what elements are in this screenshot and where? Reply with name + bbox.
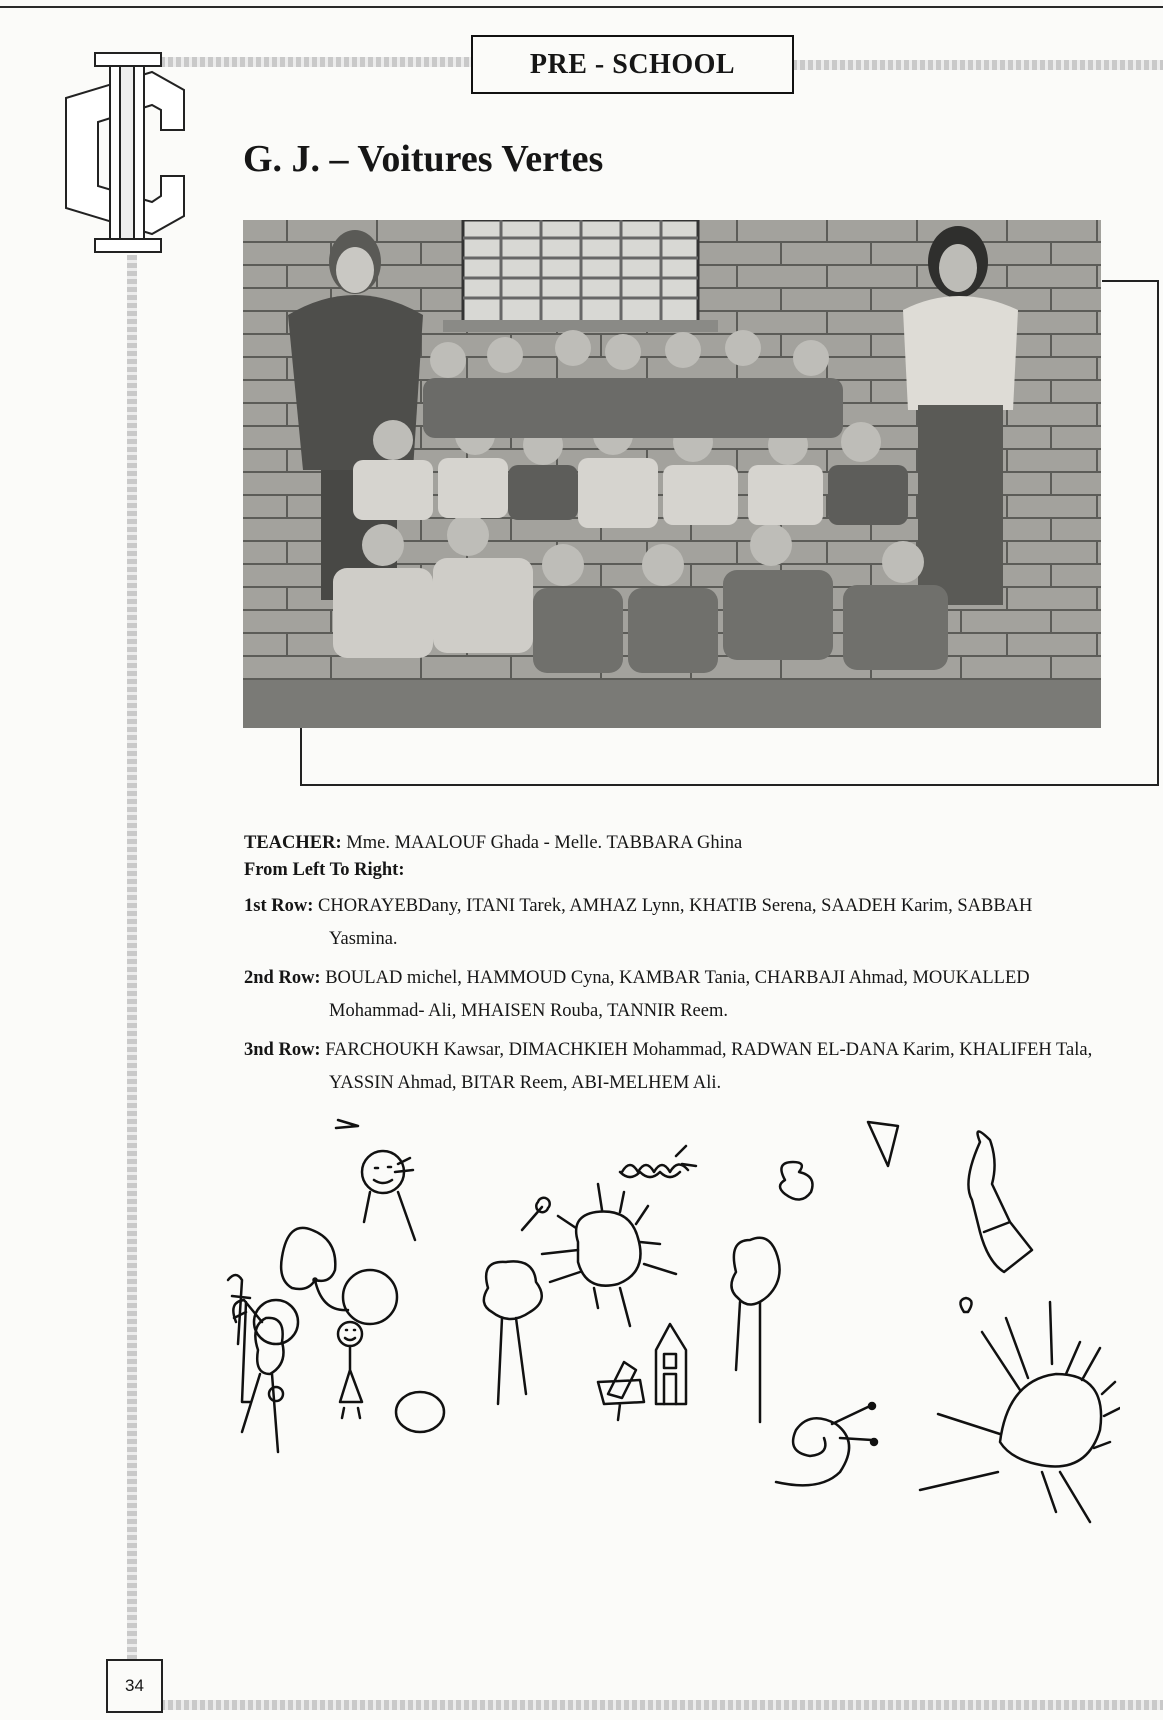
- page-number: 34: [106, 1659, 163, 1713]
- cloud-drawing: [254, 1228, 397, 1344]
- class-photo: [243, 220, 1101, 728]
- loops-drawing: [620, 1146, 696, 1177]
- side-band: [127, 255, 137, 1660]
- row-names: CHORAYEBDany, ITANI Tarek, AMHAZ Lynn, KHATIB Serena, SAADEH Karim, SABBAH Yasmina.: [318, 896, 1033, 949]
- tree-drawing-middle: [484, 1261, 542, 1404]
- girl-drawing: [338, 1322, 362, 1418]
- house-drawing: [656, 1324, 686, 1404]
- row-2: [244, 962, 1094, 1028]
- header-band-right: [792, 60, 1163, 70]
- sun-drawing-middle: [542, 1184, 676, 1326]
- top-rule: [0, 6, 1163, 8]
- stick-figure-drawing: [336, 1120, 415, 1240]
- row-1: [244, 890, 1094, 956]
- section-label: PRE - SCHOOL: [471, 35, 794, 94]
- school-logo-icon: [60, 50, 190, 255]
- snail-drawing: [776, 1403, 877, 1485]
- teacher-line: [244, 830, 1094, 857]
- tree-drawing-right: [731, 1238, 779, 1422]
- windmill-drawing: [598, 1362, 644, 1420]
- teacher-names: Mme. MAALOUF Ghada - Melle. TABBARA Ghina: [346, 833, 743, 853]
- caption: [244, 830, 1094, 1100]
- footer-band: [160, 1700, 1163, 1710]
- photo-frame-left: [300, 728, 302, 784]
- row-label: 2nd Row:: [244, 968, 321, 988]
- tree-drawing-left: [233, 1300, 283, 1452]
- class-title: G. J. – Voitures Vertes: [243, 138, 604, 180]
- boot-drawing: [968, 1131, 1032, 1272]
- children-drawings: [220, 1112, 1120, 1542]
- row-names: BOULAD michel, HAMMOUD Cyna, KAMBAR Tania, CHARBAJI Ahmad, MOUKALLED Mohammad- Ali, MHAISEN Rouba, TANNIR Reem.: [325, 968, 1030, 1021]
- row-label: 3nd Row:: [244, 1040, 321, 1060]
- sun-drawing-right: [920, 1302, 1120, 1522]
- triangle-drawing: [868, 1122, 898, 1166]
- flower-drawing: [522, 1198, 550, 1230]
- header-band-left: [160, 57, 471, 67]
- order-label: From Left To Right:: [244, 860, 405, 880]
- egg-drawing: [960, 1298, 971, 1312]
- teacher-label: TEACHER:: [244, 833, 342, 853]
- photo-frame-top: [1102, 280, 1158, 282]
- row-3: [244, 1034, 1094, 1100]
- row-names: FARCHOUKH Kawsar, DIMACHKIEH Mohammad, RADWAN EL-DANA Karim, KHALIFEH Tala, YASSIN Ahmad, BITAR Reem, ABI-MELHEM Ali.: [325, 1040, 1093, 1093]
- row-label: 1st Row:: [244, 896, 314, 916]
- oval-drawing: [396, 1392, 444, 1432]
- blob-drawing: [780, 1162, 813, 1200]
